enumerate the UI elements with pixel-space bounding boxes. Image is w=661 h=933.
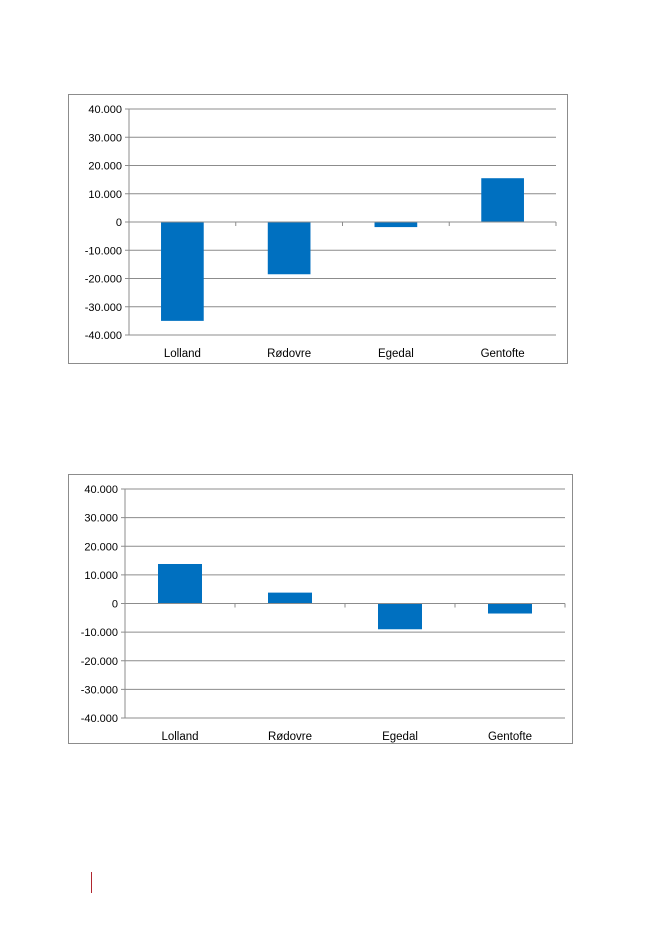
bar-gentofte [481,178,524,222]
y-tick-label: 20.000 [84,541,118,554]
y-tick-label: 10.000 [84,569,118,582]
bar-chart-2 [68,474,573,744]
y-tick-label: -10.000 [84,245,122,258]
page-margin-rule [91,872,92,893]
y-tick-label: -40.000 [84,330,122,342]
bar-chart-1 [68,94,568,364]
bar-lolland [158,564,202,604]
category-label: Egedal [382,731,418,743]
y-tick-label: 10.000 [88,188,122,201]
y-tick-label: -20.000 [80,655,118,668]
y-tick-label: -10.000 [80,627,118,640]
y-tick-label: 0 [115,217,122,229]
y-tick-label: 0 [111,598,118,611]
y-tick-label: -30.000 [80,684,118,697]
category-label: Egedal [377,348,414,360]
y-tick-label: -40.000 [80,713,118,725]
category-label: Gentofte [480,348,525,360]
y-tick-label: -30.000 [84,301,122,314]
bar-egedal [375,222,418,227]
category-label: Rødovre [267,348,312,360]
bar-rødovre [268,593,312,604]
bar-lolland [161,222,204,321]
category-label: Lolland [161,731,199,743]
y-tick-label: 40.000 [88,104,122,116]
bar-egedal [378,604,422,630]
category-label: Gentofte [487,731,533,743]
bar-chart-2-plot [69,475,574,745]
bar-gentofte [488,604,532,614]
y-tick-label: 30.000 [88,132,122,145]
y-tick-label: -20.000 [84,273,122,286]
y-tick-label: 20.000 [88,160,122,173]
bar-chart-1-plot [69,95,569,365]
y-tick-label: 40.000 [84,484,118,496]
category-label: Rødovre [267,731,313,743]
category-label: Lolland [163,348,201,360]
bar-rødovre [268,222,311,274]
y-tick-label: 30.000 [84,512,118,525]
